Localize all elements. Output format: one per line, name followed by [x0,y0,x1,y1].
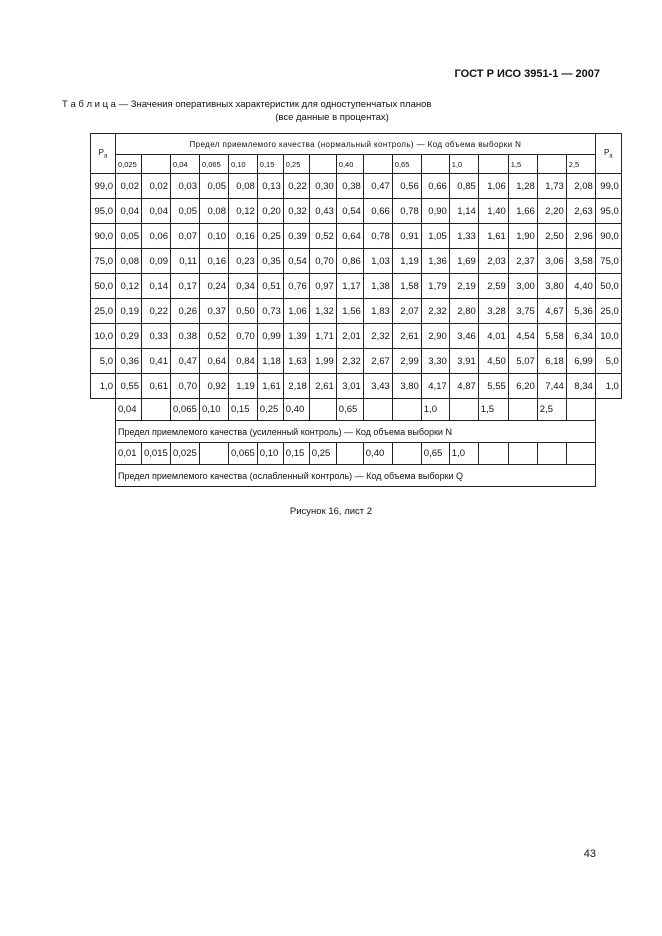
value-cell: 1,18 [257,349,283,374]
value-cell: 1,14 [449,199,478,224]
value-cell: 2,90 [421,324,449,349]
value-cell: 0,66 [421,174,449,199]
value-cell: 3,01 [336,374,363,399]
normal-code-cell: 0,25 [283,155,309,174]
value-cell: 0,76 [283,274,309,299]
code-cell: 0,15 [229,399,258,421]
value-cell: 2,32 [421,299,449,324]
table-caption [62,98,602,124]
value-cell: 0,51 [257,274,283,299]
normal-code-cell: 1,0 [449,155,478,174]
value-cell: 1,39 [283,324,309,349]
pa-cell-left: 75,0 [91,249,116,274]
code-cell: 0,01 [116,443,142,465]
value-cell: 4,54 [508,324,537,349]
normal-code-cell [421,155,449,174]
pa-cell-right: 1,0 [595,374,621,399]
value-cell: 0,08 [229,174,258,199]
pa-cell-right: 99,0 [595,174,621,199]
code-cell: 1,0 [421,399,449,421]
pa-cell-left: 1,0 [91,374,116,399]
table-row [91,349,622,374]
value-cell: 3,43 [363,374,392,399]
value-cell: 1,83 [363,299,392,324]
value-cell: 2,61 [392,324,421,349]
value-cell: 0,19 [116,299,142,324]
table-row [91,249,622,274]
value-cell: 2,67 [363,349,392,374]
value-cell: 0,08 [200,199,229,224]
reduced-header-label: Предел приемлемого качества (ослабленный контроль) — Код объема выборки Q [116,465,596,487]
value-cell: 2,19 [449,274,478,299]
blank-margin-cell [91,465,116,487]
value-cell: 3,06 [537,249,566,274]
value-cell: 2,63 [566,199,595,224]
value-cell: 1,63 [283,349,309,374]
value-cell: 0,85 [449,174,478,199]
tightened-header-label: Предел приемлемого качества (усиленный контроль) — Код объема выборки N [116,421,596,443]
value-cell: 3,80 [537,274,566,299]
normal-code-cell: 0,065 [200,155,229,174]
figure-caption: Рисунок 16, лист 2 [289,506,373,517]
value-cell: 0,54 [336,199,363,224]
value-cell: 3,80 [392,374,421,399]
value-cell: 0,47 [171,349,200,374]
value-cell: 0,91 [392,224,421,249]
value-cell: 6,18 [537,349,566,374]
value-cell: 2,37 [508,249,537,274]
code-cell: 0,025 [171,443,200,465]
normal-code-cell: 0,025 [116,155,142,174]
value-cell: 1,28 [508,174,537,199]
value-cell: 0,61 [142,374,171,399]
value-cell: 0,30 [309,174,336,199]
tightened-header-row [91,421,622,443]
code-cell [566,443,595,465]
code-cell: 0,10 [257,443,283,465]
value-cell: 0,86 [336,249,363,274]
code-cell [478,443,508,465]
value-cell: 0,90 [421,199,449,224]
value-cell: 0,04 [116,199,142,224]
value-cell: 0,55 [116,374,142,399]
value-cell: 0,33 [142,324,171,349]
value-cell: 1,06 [478,174,508,199]
value-cell: 2,59 [478,274,508,299]
value-cell: 2,07 [392,299,421,324]
value-cell: 1,38 [363,274,392,299]
value-cell: 0,97 [309,274,336,299]
value-cell: 1,05 [421,224,449,249]
pa-header-right: $P_a$ [595,134,621,174]
value-cell: 0,32 [283,199,309,224]
normal-codes-row [91,155,622,174]
pa-cell-left: 50,0 [91,274,116,299]
code-cell: 0,065 [229,443,258,465]
oc-table [90,133,622,487]
value-cell: 0,03 [171,174,200,199]
code-cell: 0,65 [336,399,363,421]
value-cell: 1,79 [421,274,449,299]
value-cell: 0,70 [309,249,336,274]
pa-cell-left: 25,0 [91,299,116,324]
code-cell [392,443,421,465]
code-cell [142,399,171,421]
value-cell: 0,38 [171,324,200,349]
value-cell: 0,52 [200,324,229,349]
value-cell: 0,05 [116,224,142,249]
pa-cell-right: 90,0 [595,224,621,249]
code-cell: 0,10 [200,399,229,421]
code-cell: 0,015 [142,443,171,465]
value-cell: 1,56 [336,299,363,324]
value-cell: 0,06 [142,224,171,249]
value-cell: 4,01 [478,324,508,349]
value-cell: 1,40 [478,199,508,224]
normal-code-cell [363,155,392,174]
code-cell [336,443,363,465]
caption-title: Т а б л и ц а — Значения оперативных характеристик для одноступенчатых планов [62,99,432,110]
value-cell: 0,08 [116,249,142,274]
value-cell: 0,66 [363,199,392,224]
value-cell: 0,70 [229,324,258,349]
value-cell: 1,17 [336,274,363,299]
value-cell: 0,25 [257,224,283,249]
pa-cell-left: 10,0 [91,324,116,349]
blank-margin-cell [91,399,116,421]
value-cell: 0,13 [257,174,283,199]
value-cell: 0,11 [171,249,200,274]
value-cell: 0,73 [257,299,283,324]
value-cell: 4,50 [478,349,508,374]
value-cell: 1,99 [309,349,336,374]
value-cell: 4,17 [421,374,449,399]
value-cell: 3,58 [566,249,595,274]
code-cell [200,443,229,465]
blank-margin-cell [91,443,116,465]
value-cell: 2,80 [449,299,478,324]
value-cell: 7,44 [537,374,566,399]
value-cell: 0,16 [200,249,229,274]
pa-cell-right: 10,0 [595,324,621,349]
table-row [91,199,622,224]
value-cell: 0,04 [142,199,171,224]
value-cell: 1,73 [537,174,566,199]
value-cell: 3,28 [478,299,508,324]
value-cell: 0,52 [309,224,336,249]
value-cell: 0,23 [229,249,258,274]
normal-code-cell [478,155,508,174]
pa-cell-right: 50,0 [595,274,621,299]
code-cell [363,399,392,421]
value-cell: 0,84 [229,349,258,374]
value-cell: 3,75 [508,299,537,324]
value-cell: 2,32 [363,324,392,349]
value-cell: 2,03 [478,249,508,274]
reduced-header-row [91,465,622,487]
code-cell: 0,25 [257,399,283,421]
value-cell: 0,35 [257,249,283,274]
value-cell: 2,96 [566,224,595,249]
value-cell: 2,32 [336,349,363,374]
value-cell: 0,14 [142,274,171,299]
code-cell: 0,65 [421,443,449,465]
value-cell: 0,56 [392,174,421,199]
value-cell: 0,70 [171,374,200,399]
value-cell: 1,69 [449,249,478,274]
normal-code-cell: 1,5 [508,155,537,174]
code-cell [566,399,595,421]
value-cell: 3,46 [449,324,478,349]
value-cell: 0,02 [116,174,142,199]
code-cell [392,399,421,421]
code-cell: 0,065 [171,399,200,421]
value-cell: 0,92 [200,374,229,399]
value-cell: 2,01 [336,324,363,349]
value-cell: 1,61 [257,374,283,399]
value-cell: 0,09 [142,249,171,274]
normal-control-header: Предел приемлемого качества (нормальный контроль) — Код объема выборки N [116,134,596,155]
value-cell: 2,50 [537,224,566,249]
value-cell: 0,24 [200,274,229,299]
normal-code-cell: 0,04 [171,155,200,174]
normal-code-cell [142,155,171,174]
pa-cell-right: 75,0 [595,249,621,274]
value-cell: 0,05 [171,199,200,224]
code-cell: 1,0 [449,443,478,465]
tightened-codes-row [91,399,622,421]
value-cell: 2,61 [309,374,336,399]
value-cell: 0,36 [116,349,142,374]
value-cell: 0,41 [142,349,171,374]
code-cell [449,399,478,421]
value-cell: 3,00 [508,274,537,299]
value-cell: 1,33 [449,224,478,249]
value-cell: 1,32 [309,299,336,324]
value-cell: 3,30 [421,349,449,374]
value-cell: 0,78 [392,199,421,224]
value-cell: 1,36 [421,249,449,274]
value-cell: 2,20 [537,199,566,224]
value-cell: 2,18 [283,374,309,399]
value-cell: 2,99 [392,349,421,374]
value-cell: 0,54 [283,249,309,274]
code-cell: 0,40 [283,399,309,421]
value-cell: 0,12 [229,199,258,224]
value-cell: 1,03 [363,249,392,274]
normal-code-cell [537,155,566,174]
code-cell [309,399,336,421]
value-cell: 0,64 [200,349,229,374]
value-cell: 0,20 [257,199,283,224]
normal-header-row [91,134,622,155]
value-cell: 0,05 [200,174,229,199]
code-cell: 0,25 [309,443,336,465]
value-cell: 1,61 [478,224,508,249]
document-header: ГОСТ Р ИСО 3951-1 — 2007 [454,68,600,80]
pa-cell-left: 90,0 [91,224,116,249]
value-cell: 1,71 [309,324,336,349]
value-cell: 5,55 [478,374,508,399]
code-cell: 0,15 [283,443,309,465]
value-cell: 0,78 [363,224,392,249]
code-cell: 2,5 [537,399,566,421]
pa-cell-right: 5,0 [595,349,621,374]
value-cell: 0,22 [283,174,309,199]
table-row [91,374,622,399]
value-cell: 0,47 [363,174,392,199]
normal-code-cell: 0,40 [336,155,363,174]
normal-code-cell: 0,65 [392,155,421,174]
value-cell: 1,06 [283,299,309,324]
value-cell: 0,50 [229,299,258,324]
caption-subtitle: (все данные в процентах) [275,112,389,123]
value-cell: 0,07 [171,224,200,249]
value-cell: 0,34 [229,274,258,299]
code-cell: 0,04 [116,399,142,421]
value-cell: 0,26 [171,299,200,324]
value-cell: 1,19 [229,374,258,399]
code-cell: 0,40 [363,443,392,465]
value-cell: 0,38 [336,174,363,199]
value-cell: 0,02 [142,174,171,199]
normal-code-cell: 0,10 [229,155,258,174]
value-cell: 0,29 [116,324,142,349]
value-cell: 0,99 [257,324,283,349]
pa-cell-left: 95,0 [91,199,116,224]
value-cell: 1,90 [508,224,537,249]
value-cell: 3,91 [449,349,478,374]
normal-code-cell: 0,15 [257,155,283,174]
reduced-codes-row [91,443,622,465]
value-cell: 2,08 [566,174,595,199]
value-cell: 0,43 [309,199,336,224]
code-cell: 1,5 [478,399,508,421]
table-row [91,324,622,349]
value-cell: 0,37 [200,299,229,324]
pa-cell-right: 25,0 [595,299,621,324]
value-cell: 0,17 [171,274,200,299]
value-cell: 0,39 [283,224,309,249]
value-cell: 5,36 [566,299,595,324]
value-cell: 0,10 [200,224,229,249]
value-cell: 5,58 [537,324,566,349]
normal-code-cell: 2,5 [566,155,595,174]
value-cell: 6,99 [566,349,595,374]
value-cell: 6,34 [566,324,595,349]
pa-cell-right: 95,0 [595,199,621,224]
page-number: 43 [583,848,596,860]
value-cell: 0,22 [142,299,171,324]
value-cell: 8,34 [566,374,595,399]
value-cell: 6,20 [508,374,537,399]
value-cell: 0,16 [229,224,258,249]
table-row [91,299,622,324]
value-cell: 4,40 [566,274,595,299]
value-cell: 1,58 [392,274,421,299]
table-row [91,274,622,299]
value-cell: 1,19 [392,249,421,274]
value-cell: 4,67 [537,299,566,324]
code-cell [508,443,537,465]
pa-cell-left: 99,0 [91,174,116,199]
table-row [91,224,622,249]
normal-code-cell [309,155,336,174]
value-cell: 0,12 [116,274,142,299]
value-cell: 4,87 [449,374,478,399]
table-row [91,174,622,199]
value-cell: 0,64 [336,224,363,249]
pa-cell-left: 5,0 [91,349,116,374]
code-cell [537,443,566,465]
value-cell: 1,66 [508,199,537,224]
blank-margin-cell [91,421,116,443]
value-cell: 5,07 [508,349,537,374]
code-cell [508,399,537,421]
pa-header-left: $P_a$ [91,134,116,174]
